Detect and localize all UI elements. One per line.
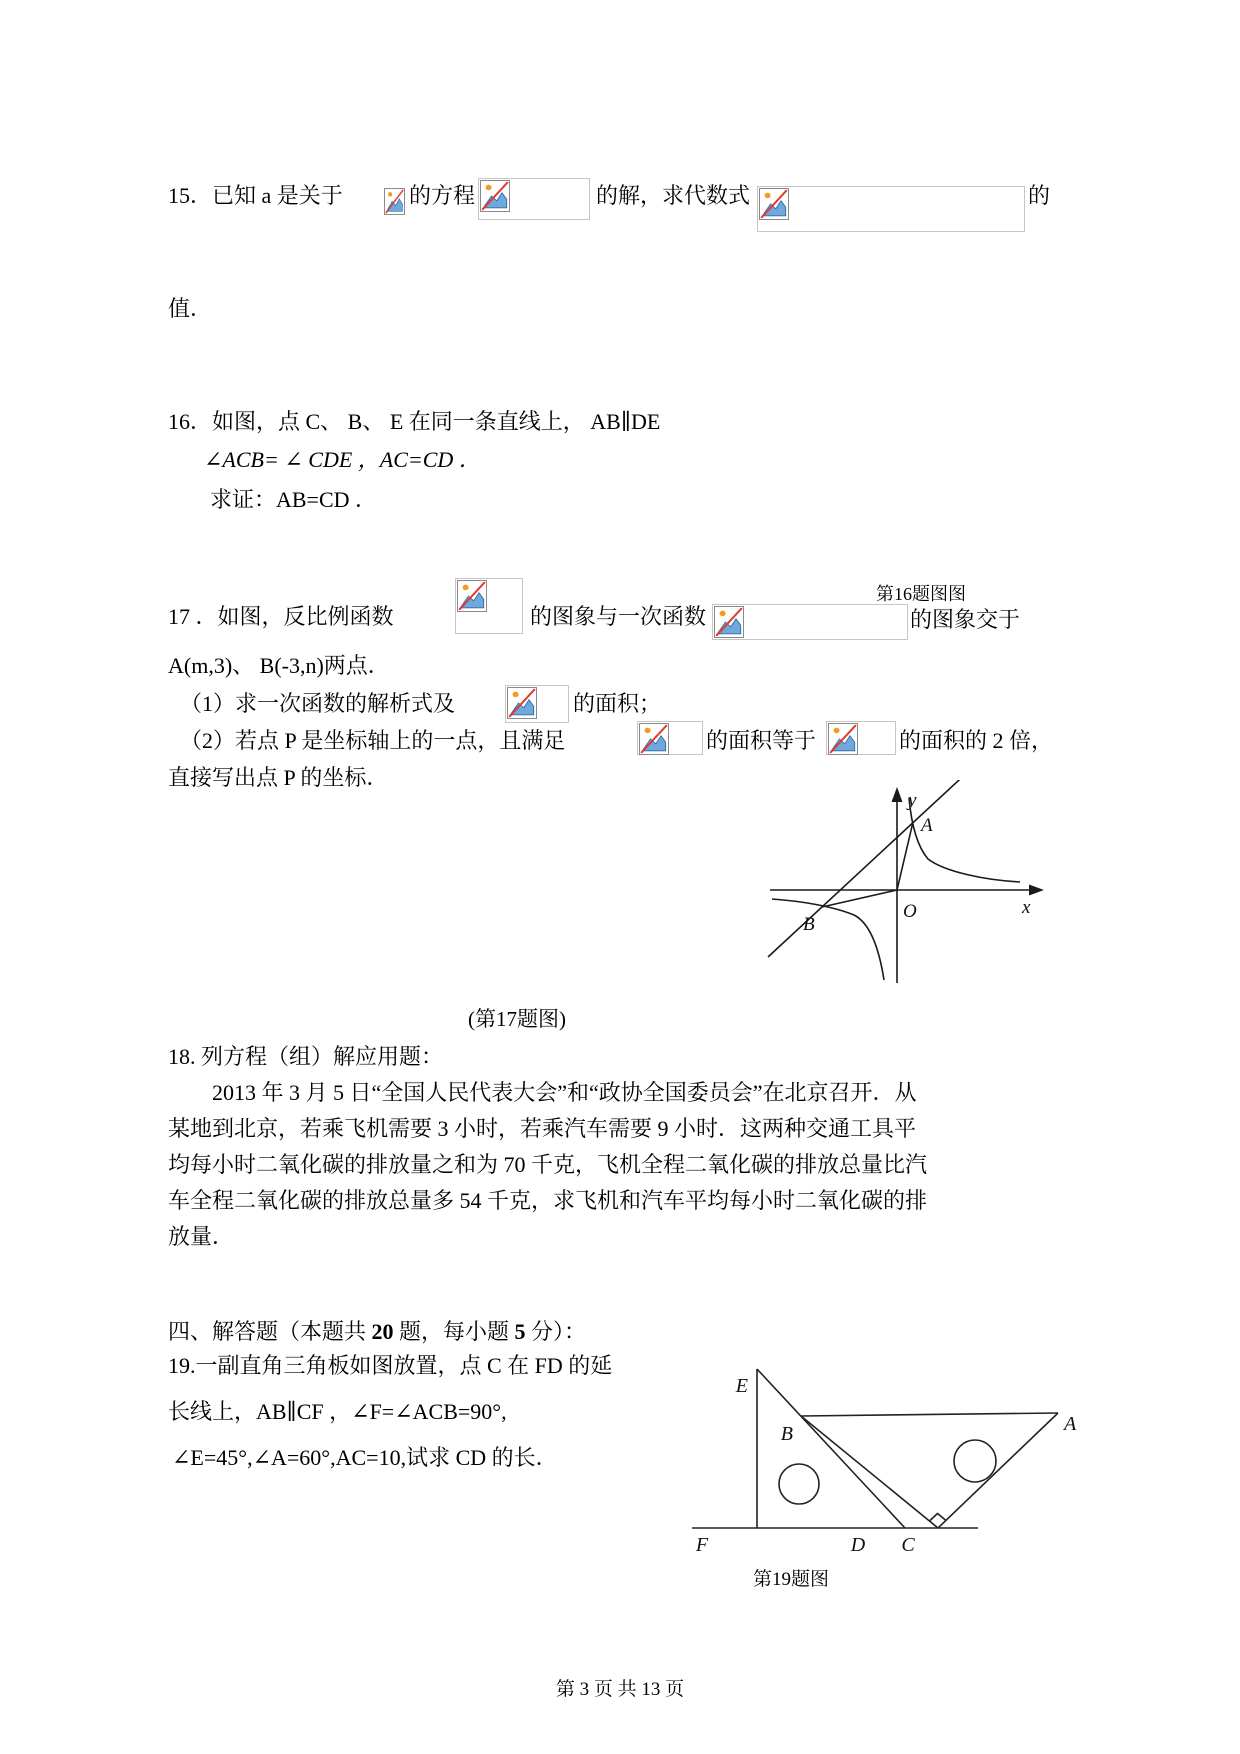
broken-image-icon bbox=[384, 188, 405, 215]
broken-image-icon bbox=[714, 606, 744, 638]
broken-image-icon bbox=[759, 188, 789, 220]
right-angle-marker bbox=[930, 1514, 947, 1522]
y-axis-label: y bbox=[908, 790, 917, 811]
segment-OB bbox=[822, 890, 897, 907]
p17-line1-c: 的图象交于 bbox=[910, 607, 1021, 632]
equation-placeholder-box bbox=[637, 721, 703, 755]
segment-OA bbox=[897, 822, 913, 890]
section4-text: 题，每小题 bbox=[393, 1319, 515, 1344]
p17-line5: 直接写出点 P 的坐标． bbox=[168, 765, 389, 790]
section4-text: 四、解答题（本题共 bbox=[168, 1319, 372, 1344]
equation-placeholder-box bbox=[455, 578, 523, 634]
figure16-label: 第16题图图 bbox=[876, 584, 966, 604]
p15-text-c: 的解，求代数式 bbox=[596, 183, 751, 208]
equation-placeholder-box bbox=[478, 178, 590, 220]
equation-placeholder-box bbox=[826, 721, 896, 755]
hyperbola-branch-q3 bbox=[772, 899, 884, 980]
line-AB bbox=[768, 780, 972, 957]
p16-line3: 求证：AB=CD ． bbox=[210, 487, 378, 512]
section4-count: 20 bbox=[371, 1319, 394, 1344]
edge-BC bbox=[801, 1416, 938, 1528]
p19-line1: 19.一副直角三角板如图放置，点 C 在 FD 的延 bbox=[168, 1353, 613, 1378]
figure17-graph bbox=[750, 780, 1050, 995]
p15-line2: 值． bbox=[168, 296, 213, 321]
section4-text: 分）： bbox=[525, 1319, 587, 1344]
point-E-label: E bbox=[735, 1375, 748, 1397]
section4-heading bbox=[168, 1318, 586, 1346]
p19-line3: ∠E=45°,∠A=60°,AC=10,试求 CD 的长． bbox=[172, 1445, 558, 1470]
p18-line1: 18. 列方程（组）解应用题： bbox=[168, 1044, 444, 1069]
p17-line2: A(m,3)、 B(-3,n)两点． bbox=[168, 653, 390, 678]
point-B-label: B bbox=[803, 914, 815, 935]
x-axis-arrow bbox=[1029, 885, 1044, 896]
point-C-label: C bbox=[901, 1534, 915, 1556]
point-B-label: B bbox=[780, 1423, 793, 1445]
p15-text-b: 的方程 bbox=[409, 183, 476, 208]
broken-image-icon bbox=[480, 180, 510, 212]
p15-text-a: 15．已知 a 是关于 bbox=[168, 183, 343, 208]
point-D-label: D bbox=[850, 1534, 866, 1556]
figure17-caption: (第17题图) bbox=[468, 1007, 566, 1031]
triangle-hole-right bbox=[954, 1440, 996, 1482]
section4-points: 5 bbox=[514, 1319, 526, 1344]
p18-line4: 均每小时二氧化碳的排放量之和为 70 千克，飞机全程二氧化碳的排放总量比汽 bbox=[168, 1152, 928, 1177]
equation-placeholder-box bbox=[712, 604, 908, 640]
p19-line2: 长线上，AB∥CF ，∠F=∠ACB=90°, bbox=[168, 1399, 507, 1424]
p18-line5: 车全程二氧化碳的排放总量多 54 千克，求飞机和汽车平均每小时二氧化碳的排 bbox=[168, 1188, 928, 1213]
point-A-label: A bbox=[921, 815, 933, 836]
page-footer: 第 3 页 共 13 页 bbox=[555, 1679, 685, 1700]
x-axis-label: x bbox=[1022, 897, 1031, 918]
equation-placeholder-box bbox=[505, 685, 569, 723]
p17-item1-b: 的面积； bbox=[573, 691, 662, 716]
triangle-hole-left bbox=[779, 1464, 819, 1504]
origin-label: O bbox=[903, 901, 917, 922]
p18-line2: 2013 年 3 月 5 日“全国人民代表大会”和“政协全国委员会”在北京召开．从 bbox=[212, 1080, 917, 1105]
p17-item2-b: 的面积等于 bbox=[706, 728, 817, 753]
broken-image-icon bbox=[639, 723, 669, 755]
figure19-caption: 第19题图 bbox=[753, 1569, 830, 1590]
p17-item2-a: （2）若点 P 是坐标轴上的一点，且满足 bbox=[180, 728, 566, 753]
edge-BA bbox=[801, 1413, 1058, 1416]
p16-line1: 16．如图，点 C、 B、 E 在同一条直线上， AB∥DE bbox=[168, 409, 661, 434]
p17-item1-a: （1）求一次函数的解析式及 bbox=[180, 691, 456, 716]
point-F-label: F bbox=[695, 1534, 709, 1556]
figure19-triangles bbox=[680, 1358, 1090, 1560]
equation-placeholder-box bbox=[757, 186, 1025, 232]
p17-line1-a: 17 ．如图，反比例函数 bbox=[168, 604, 394, 629]
p18-line6: 放量． bbox=[168, 1224, 235, 1249]
hypotenuse-ED bbox=[757, 1369, 905, 1528]
p15-text-d: 的 bbox=[1028, 183, 1051, 208]
p16-line2: ∠ACB= ∠ CDE ，AC=CD ． bbox=[204, 447, 481, 472]
broken-image-icon bbox=[828, 723, 858, 755]
p17-item2-c: 的面积的 2 倍， bbox=[899, 728, 1054, 753]
broken-image-icon bbox=[457, 580, 487, 612]
broken-image-icon bbox=[507, 687, 537, 719]
p18-line3: 某地到北京，若乘飞机需要 3 小时，若乘汽车需要 9 小时．这两种交通工具平 bbox=[168, 1116, 917, 1141]
p17-line1-b: 的图象与一次函数 bbox=[530, 604, 707, 629]
y-axis-arrow bbox=[892, 787, 903, 802]
point-A-label: A bbox=[1064, 1413, 1077, 1435]
